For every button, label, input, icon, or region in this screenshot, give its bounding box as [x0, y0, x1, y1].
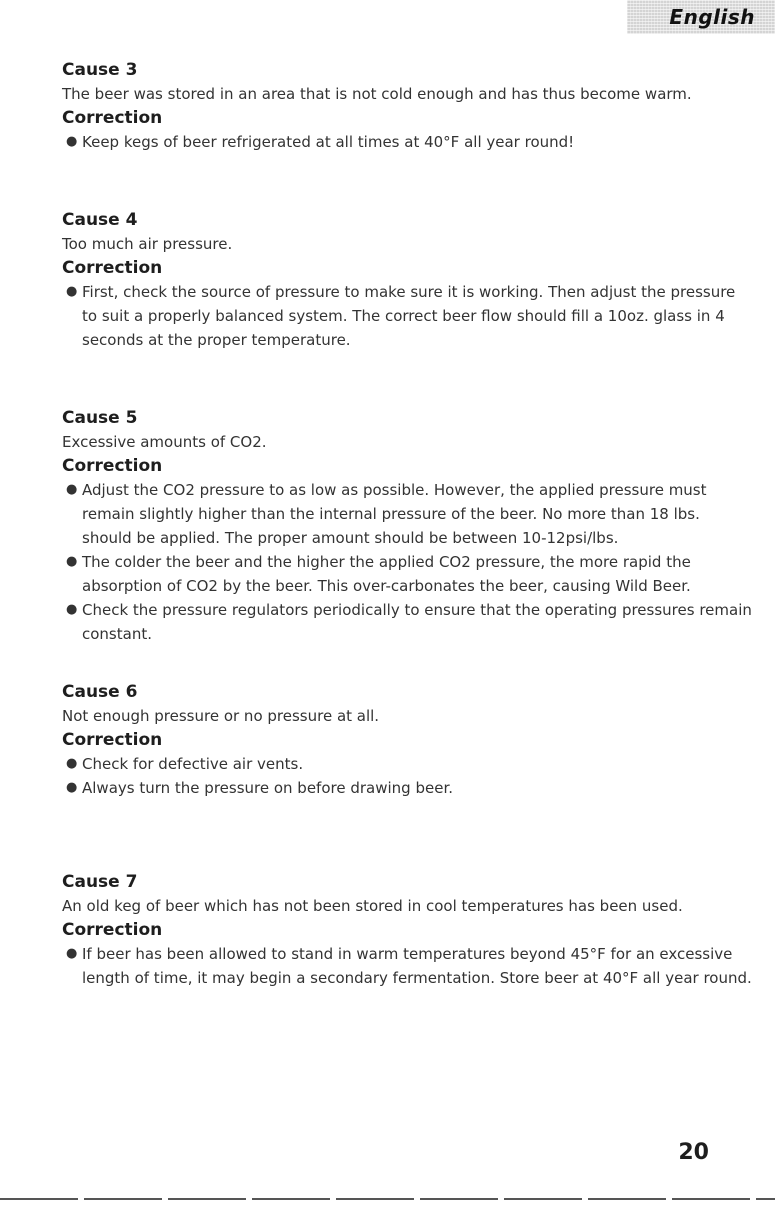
correction-item — [62, 942, 752, 990]
correction-heading: Correction — [62, 108, 163, 128]
bottom-divider — [0, 1198, 775, 1200]
cause-heading: Cause 6 — [62, 682, 138, 702]
bullet-icon: ● — [66, 554, 78, 569]
bullet-icon: ● — [66, 602, 78, 617]
cause-heading: Cause 3 — [62, 60, 138, 80]
section-cause-7 — [62, 870, 752, 990]
page-content — [62, 58, 752, 990]
correction-heading: Correction — [62, 920, 163, 940]
cause-description: Excessive amounts of CO2. — [62, 433, 267, 451]
correction-list — [62, 478, 752, 646]
bullet-icon: ● — [66, 482, 78, 497]
bullet-icon: ● — [66, 756, 78, 771]
correction-item — [62, 776, 752, 800]
correction-text: Check for defective air vents. — [82, 755, 304, 773]
correction-item — [62, 550, 752, 598]
language-tab-label: English — [669, 5, 755, 29]
correction-heading: Correction — [62, 730, 163, 750]
page-number: 20 — [678, 1140, 709, 1165]
section-cause-5 — [62, 406, 752, 646]
correction-text: Always turn the pressure on before drawing beer. — [82, 779, 454, 797]
correction-item — [62, 478, 752, 550]
correction-item — [62, 130, 752, 154]
correction-item — [62, 598, 752, 646]
correction-text: The colder the beer and the higher the applied CO2 pressure, the more rapid the absorption of CO2 by the beer. This over-carbonates the beer, causing Wild Beer. — [82, 553, 691, 595]
section-cause-4 — [62, 208, 752, 352]
correction-text: Keep kegs of beer refrigerated at all times at 40°F all year round! — [82, 133, 575, 151]
bullet-icon: ● — [66, 134, 78, 149]
cause-description: An old keg of beer which has not been stored in cool temperatures has been used. — [62, 897, 683, 915]
cause-description: Not enough pressure or no pressure at all. — [62, 707, 380, 725]
bullet-icon: ● — [66, 780, 78, 795]
correction-heading: Correction — [62, 456, 163, 476]
correction-text: First, check the source of pressure to make sure it is working. Then adjust the pressure to suit a properly balanced system. The correct beer flow should fill a 10oz. glass in 4 seconds at the proper temperature. — [82, 283, 736, 349]
correction-list — [62, 752, 752, 800]
correction-item — [62, 280, 752, 352]
cause-heading: Cause 5 — [62, 408, 138, 428]
cause-description: Too much air pressure. — [62, 235, 233, 253]
cause-heading: Cause 7 — [62, 872, 138, 892]
correction-item — [62, 752, 752, 776]
correction-heading: Correction — [62, 258, 163, 278]
section-cause-3 — [62, 58, 752, 154]
section-cause-6 — [62, 680, 752, 800]
bullet-icon: ● — [66, 284, 78, 299]
language-tab — [627, 0, 775, 34]
correction-list — [62, 280, 752, 352]
correction-list — [62, 942, 752, 990]
cause-description: The beer was stored in an area that is not cold enough and has thus become warm. — [62, 85, 692, 103]
correction-text: If beer has been allowed to stand in warm temperatures beyond 45°F for an excessive length of time, it may begin a secondary fermentation. Store beer at 40°F all year round. — [82, 945, 752, 987]
bullet-icon: ● — [66, 946, 78, 961]
correction-text: Check the pressure regulators periodically to ensure that the operating pressures remain constant. — [82, 601, 752, 643]
correction-list — [62, 130, 752, 154]
correction-text: Adjust the CO2 pressure to as low as possible. However, the applied pressure must remain slightly higher than the internal pressure of the beer. No more than 18 lbs. should be applied. The proper amount should be between 10-12psi/lbs. — [82, 481, 707, 547]
cause-heading: Cause 4 — [62, 210, 138, 230]
